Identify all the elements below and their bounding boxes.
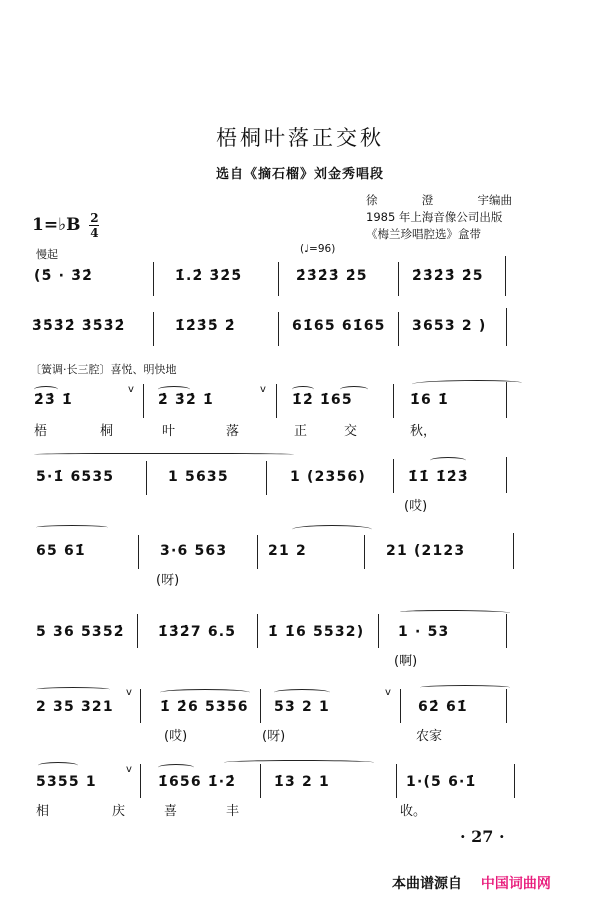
lyric: 丰	[226, 804, 240, 819]
lyric: 交	[344, 424, 358, 439]
lyric: 落	[226, 424, 240, 439]
footer	[392, 873, 551, 893]
lyric: 叶	[162, 424, 176, 439]
time-signature: $\frac{2}{4}$	[90, 211, 99, 240]
song-title: 梧桐叶落正交秋	[216, 126, 384, 150]
measure: 1̇3 2 1	[274, 774, 330, 790]
composer-credit: 徐 澄 宇编曲	[366, 193, 512, 207]
measure: 1̇6 1̇	[410, 392, 449, 408]
measure: 5 36 5352̇	[36, 624, 125, 640]
source-credit: 《梅兰珍唱腔选》盒带	[366, 227, 481, 241]
measure: 3653 2 )	[412, 318, 487, 334]
key-signature: 1=♭B $\frac{2}{4}$	[32, 211, 99, 240]
measure: 2̇3̇ 1̇	[34, 392, 73, 408]
measure: 1̇3̇2̇7 6.5	[158, 624, 237, 640]
measure: 1·(5 6·1̇	[406, 774, 477, 790]
score-line-5	[30, 525, 520, 588]
measure: 2 35 321	[36, 699, 114, 715]
measure: 2̇3̇2̇3̇ 2̇5	[296, 268, 368, 284]
measure: 1̇656 1̇·2̇	[158, 774, 237, 790]
style-marking: 〔簧调·长三腔〕喜悦、明快地	[30, 363, 177, 376]
lyric: (呀)	[156, 573, 180, 588]
tempo-intro: 慢起	[36, 248, 58, 261]
measure: 1̇.2̇ 3̇2̇5̇	[175, 268, 243, 284]
page-number: · 27 ·	[460, 827, 505, 846]
lyric: 相	[36, 804, 50, 819]
score-line-2	[30, 312, 520, 352]
measure: 3̇5̇3̇2̇ 3̇5̇3̇2̇	[32, 318, 126, 334]
lyric: 桐	[100, 424, 114, 439]
lyric: 庆	[112, 804, 126, 819]
measure: 1̇2̇ 1̇65	[292, 392, 353, 408]
measure: 1̇1̇ 1̇2̇3̇	[408, 469, 469, 485]
credits	[366, 192, 512, 243]
lyric: 喜	[164, 804, 178, 819]
measure: 5355 1	[36, 774, 97, 790]
lyric: (啊)	[394, 654, 418, 669]
measure: 62̇ 61̇	[418, 699, 468, 715]
lyric: (呀)	[262, 729, 286, 744]
tempo-mark: (♩=96)	[300, 243, 336, 255]
measure: 1 · 53	[398, 624, 450, 640]
measure: 1̇ 1̇6 5532)	[268, 624, 365, 640]
lyric: 梧	[34, 424, 48, 439]
song-subtitle: 选自《摘石榴》刘金秀唱段	[215, 167, 384, 182]
measure: 1 (2356)	[290, 469, 366, 485]
measure: 1 5635	[168, 469, 229, 485]
score-line-1	[30, 262, 520, 302]
measure: 5·1̇ 6535	[36, 469, 115, 485]
measure: 3·6 563	[160, 543, 228, 559]
measure: 61̇65 61̇65	[292, 318, 386, 334]
measure: 21 2	[268, 543, 307, 559]
score-line-7: 2 35 321 v 1̇ 2̇6 5356 53 2 1 v 62̇ 61̇ (哎) (呀) 农家	[30, 685, 520, 745]
lyric: 收。	[400, 804, 427, 819]
score-line-4	[30, 455, 520, 515]
lyric: (哎)	[164, 729, 188, 744]
publisher-credit: 1985 年上海音像公司出版	[366, 210, 503, 224]
lyric: (哎)	[404, 499, 428, 514]
score-line-8: 5355 1 v 1̇656 1̇·2̇ 1̇3 2 1 1·(5 6·1̇ 相 庆 喜 丰 收。	[30, 762, 520, 822]
footer-source-label: 本曲谱源自	[392, 876, 462, 892]
measure: 2̇3̇2̇3̇ 2̇5	[412, 268, 484, 284]
lyric: 秋，	[410, 424, 437, 439]
footer-brand-link[interactable]: 中国词曲网	[480, 876, 551, 892]
measure: 21 (2123	[386, 543, 466, 559]
measure: 1̇2̇3̇5̇ 2̇	[175, 318, 236, 334]
measure: 2̇ 3̇2̇ 1̇	[158, 392, 214, 408]
measure: (5̇ · 3̇2̇	[34, 268, 94, 284]
score-line-3: 2̇3̇ 1̇ v 2̇ 3̇2̇ 1̇ v 1̇2̇ 1̇65 1̇6 1̇ 梧 桐 叶 落 正 交 秋，	[30, 382, 520, 442]
measure: 1̇ 2̇6 5356	[160, 699, 249, 715]
lyric: 农家	[416, 729, 443, 744]
measure: 53 2 1	[274, 699, 330, 715]
measure: 65 61̇	[36, 543, 86, 559]
score-line-6	[30, 610, 520, 670]
lyric: 正	[294, 424, 308, 439]
